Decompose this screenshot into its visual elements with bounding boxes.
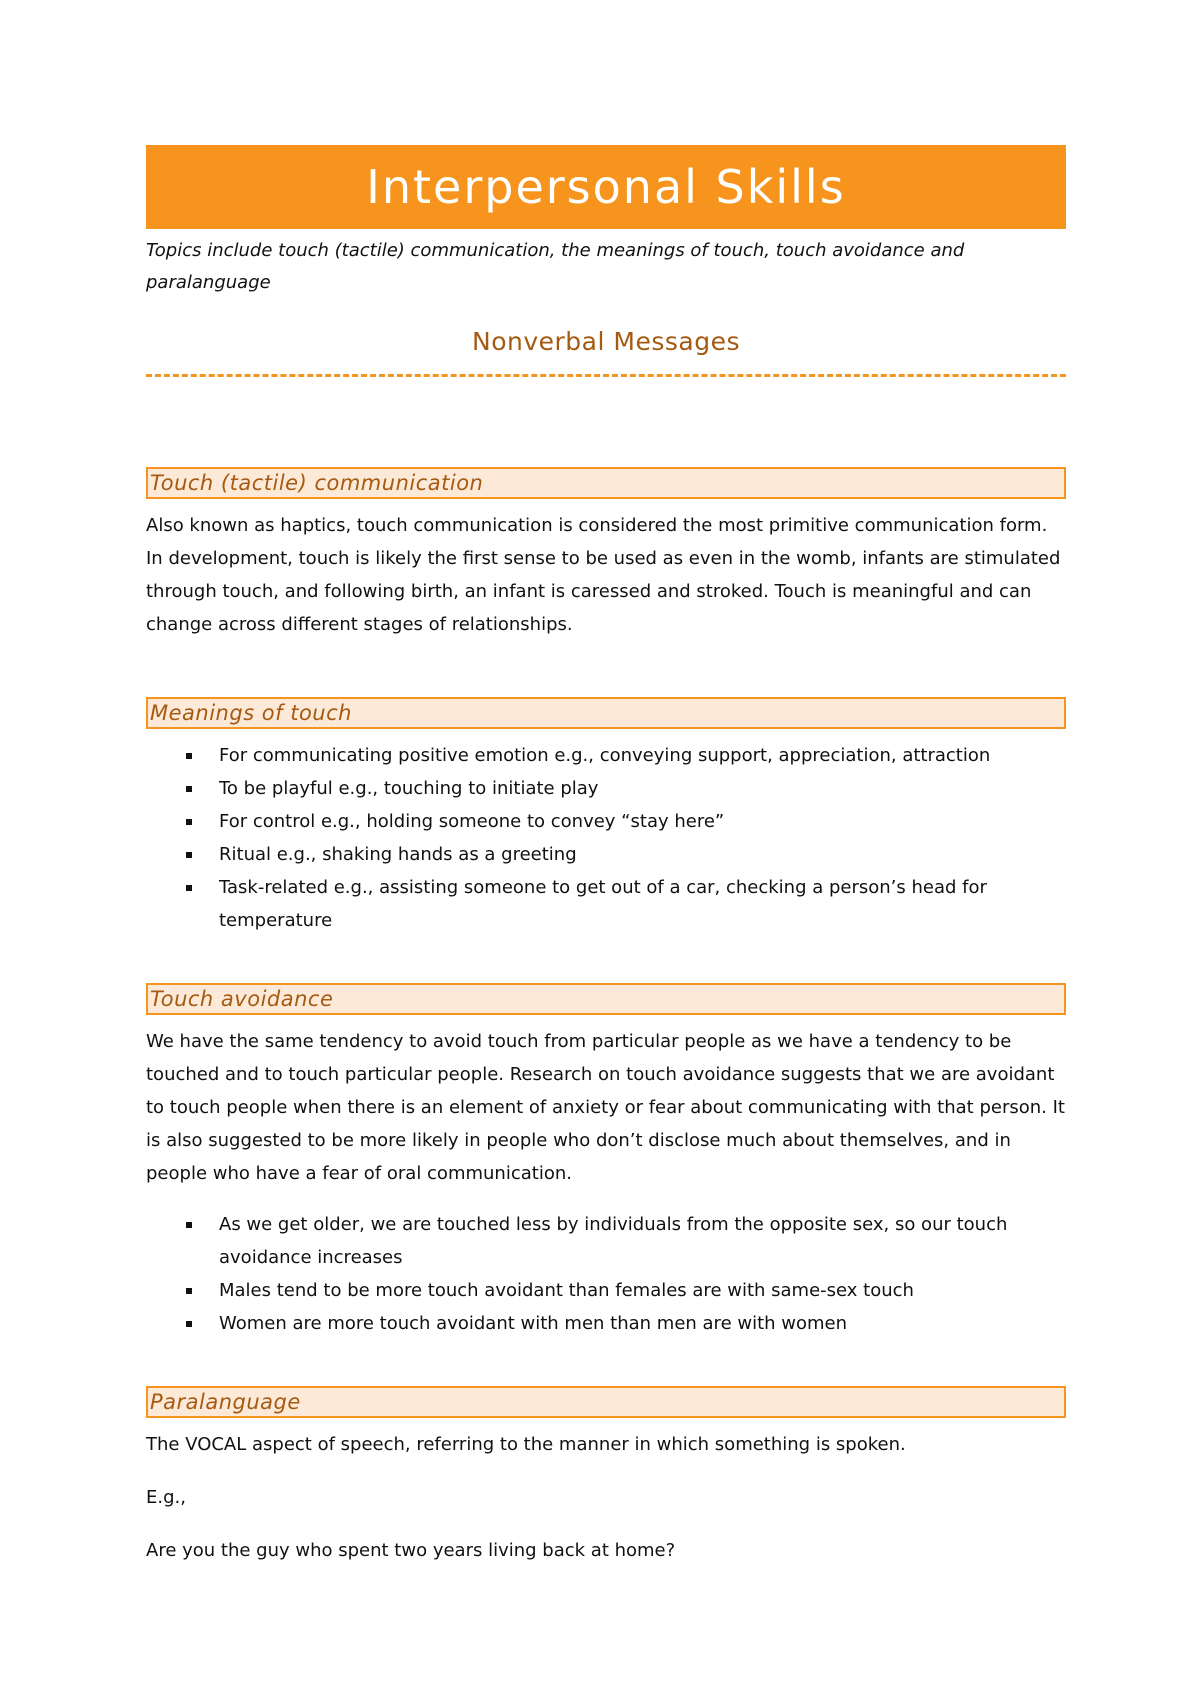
document-title: Interpersonal Skills: [366, 160, 846, 214]
list-item: As we get older, we are touched less by individuals from the opposite sex, so our touch avoidance increases: [146, 1208, 1066, 1274]
paragraph: We have the same tendency to avoid touch from particular people as we have a tendency to be touched and to touch particular people. Research on touch avoidance suggests that we are avoidant to touch people when there is an element of anxiety or fear about communicating with that person. It is also suggested to be more likely in people who don’t disclose much about themselves, and in people who have a fear of oral communication.: [146, 1031, 1065, 1184]
section-heading-text: Touch avoidance: [150, 987, 334, 1011]
section-heading-text: Meanings of touch: [150, 701, 352, 725]
dashed-divider: [146, 374, 1066, 377]
list-item: To be playful e.g., touching to initiate play: [146, 772, 1066, 805]
section-touch-avoidance: [146, 983, 1066, 1340]
section-heading-text: Touch (tactile) communication: [150, 471, 484, 495]
paragraph: The VOCAL aspect of speech, referring to the manner in which something is spoken.: [146, 1434, 906, 1455]
list-item: For communicating positive emotion e.g., conveying support, appreciation, attraction: [146, 739, 1066, 772]
subtitle: Topics include touch (tactile) communication, the meanings of touch, touch avoidance and paralanguage: [146, 240, 965, 293]
example-text: Are you the guy who spent two years living back at home?: [146, 1540, 676, 1561]
section-heading: [146, 697, 1066, 729]
list-item: Males tend to be more touch avoidant than females are with same-sex touch: [146, 1274, 1066, 1307]
title-banner: [146, 145, 1066, 229]
list-item: Task-related e.g., assisting someone to get out of a car, checking a person’s head for temperature: [146, 871, 1066, 937]
section-heading: [146, 467, 1066, 499]
document-page: [146, 145, 1066, 1567]
section-title: Nonverbal Messages: [472, 327, 740, 356]
section-heading: [146, 1386, 1066, 1418]
section-heading-text: Paralanguage: [150, 1390, 301, 1414]
paragraph: Also known as haptics, touch communication is considered the most primitive communication form. In development, touch is likely the first sense to be used as even in the womb, infants are stimulated through touch, and following birth, an infant is caressed and stroked. Touch is meaningful and can change across different stages of relationships.: [146, 515, 1061, 635]
list-item: For control e.g., holding someone to convey “stay here”: [146, 805, 1066, 838]
section-heading: [146, 983, 1066, 1015]
section-meanings-of-touch: [146, 697, 1066, 937]
list-item: Women are more touch avoidant with men than men are with women: [146, 1307, 1066, 1340]
section-paralanguage: [146, 1386, 1066, 1567]
example-label: E.g.,: [146, 1487, 186, 1508]
section-touch-communication: [146, 467, 1066, 641]
bullet-list: [146, 739, 1066, 937]
list-item: Ritual e.g., shaking hands as a greeting: [146, 838, 1066, 871]
bullet-list: [146, 1208, 1066, 1340]
